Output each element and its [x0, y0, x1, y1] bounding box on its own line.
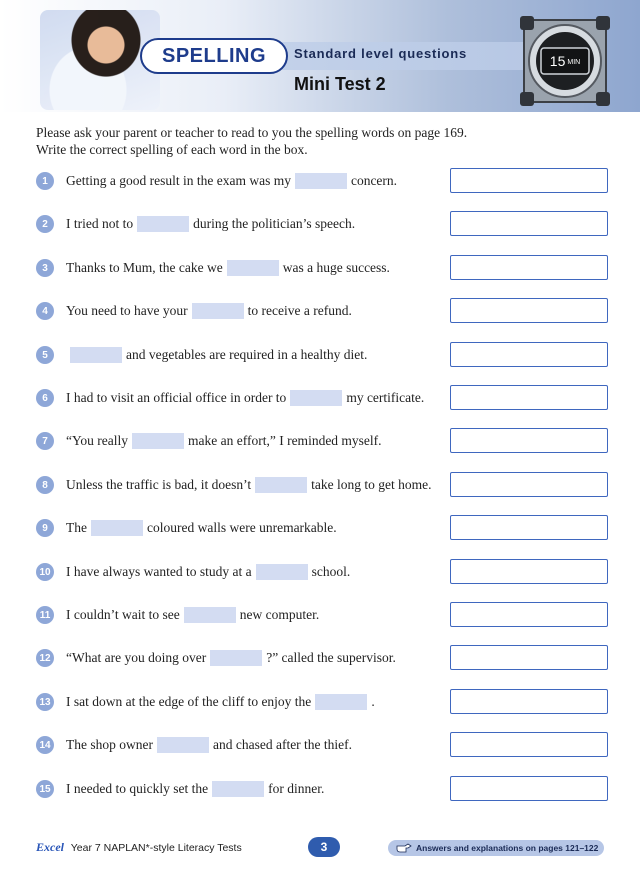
answer-box[interactable] [450, 515, 608, 540]
test-title: Mini Test 2 [294, 74, 386, 94]
question-number-badge: 12 [36, 649, 54, 667]
answer-box[interactable] [450, 689, 608, 714]
answer-box[interactable] [450, 298, 608, 323]
question-row [36, 778, 446, 800]
question-number-badge: 10 [36, 563, 54, 581]
question-number-badge: 1 [36, 172, 54, 190]
question-number-badge: 3 [36, 259, 54, 277]
answers-reference [388, 840, 604, 856]
question-number-badge: 4 [36, 302, 54, 320]
question-text-after: to receive a refund. [247, 303, 352, 318]
answer-box[interactable] [450, 602, 608, 627]
question-row [36, 257, 446, 279]
question-number-badge: 13 [36, 693, 54, 711]
answer-box[interactable] [450, 428, 608, 453]
page-number: 3 [308, 837, 340, 857]
question-text-after: was a huge success. [282, 260, 390, 275]
word-blank [91, 520, 143, 536]
instructions [36, 124, 596, 158]
word-blank [315, 694, 367, 710]
answer-box[interactable] [450, 645, 608, 670]
word-blank [184, 607, 236, 623]
question-text-before: “You really [66, 433, 128, 448]
word-blank [212, 781, 264, 797]
question-row [36, 387, 446, 409]
word-blank [256, 564, 308, 580]
instruction-line-1: Please ask your parent or teacher to read to you the spelling words on page 169. [36, 125, 468, 140]
question-text-after: ?” called the supervisor. [266, 650, 396, 665]
question-number-badge: 8 [36, 476, 54, 494]
question-row [36, 647, 446, 669]
word-blank [70, 347, 122, 363]
section-title: SPELLING [140, 38, 288, 74]
excel-logo: Excel [36, 840, 64, 854]
answer-box[interactable] [450, 211, 608, 236]
word-blank [227, 260, 279, 276]
question-text-before: I needed to quickly set the [66, 781, 209, 796]
question-number-badge: 9 [36, 519, 54, 537]
question-text-before: I tried not to [66, 216, 134, 231]
answer-box[interactable] [450, 776, 608, 801]
word-blank [157, 737, 209, 753]
question-row [36, 213, 446, 235]
question-number-badge: 7 [36, 432, 54, 450]
answer-box[interactable] [450, 472, 608, 497]
question-text-after: and vegetables are required in a healthy diet. [126, 347, 368, 362]
question-number-badge: 11 [36, 606, 54, 624]
question-text-after: coloured walls were unremarkable. [147, 520, 337, 535]
question-row [36, 691, 446, 713]
question-text-after: during the politician’s speech. [193, 216, 356, 231]
question-row [36, 344, 446, 366]
word-blank [295, 173, 347, 189]
question-text-before: You need to have your [66, 303, 188, 318]
question-row [36, 430, 446, 452]
question-text-after: for dinner. [268, 781, 325, 796]
question-text-before: Unless the traffic is bad, it doesn’t [66, 477, 252, 492]
level-subtitle: Standard level questions [294, 46, 468, 61]
footer-brand [36, 840, 242, 855]
word-blank [290, 390, 342, 406]
question-row [36, 474, 446, 496]
question-text-before: I had to visit an official office in order to [66, 390, 287, 405]
question-number-badge: 15 [36, 780, 54, 798]
answer-box[interactable] [450, 559, 608, 584]
answers-text: Answers and explanations on pages 121–122 [416, 843, 599, 853]
answer-box[interactable] [450, 168, 608, 193]
question-row [36, 517, 446, 539]
answer-box[interactable] [450, 342, 608, 367]
question-text-before: “What are you doing over [66, 650, 207, 665]
question-row [36, 561, 446, 583]
word-blank [210, 650, 262, 666]
pointing-hand-icon [396, 843, 412, 853]
question-text-before: I sat down at the edge of the cliff to enjoy the [66, 694, 312, 709]
question-text-after: . [371, 694, 375, 709]
book-title: Year 7 NAPLAN*-style Literacy Tests [70, 842, 242, 854]
question-text-before: Thanks to Mum, the cake we [66, 260, 223, 275]
question-number-badge: 6 [36, 389, 54, 407]
question-number-badge: 14 [36, 736, 54, 754]
question-text-before: I have always wanted to study at a [66, 564, 252, 579]
instruction-line-2: Write the correct spelling of each word in the box. [36, 142, 308, 157]
question-number-badge: 5 [36, 346, 54, 364]
question-text-before: The [66, 520, 87, 535]
word-blank [192, 303, 244, 319]
question-text-after: school. [311, 564, 351, 579]
answer-box[interactable] [450, 385, 608, 410]
word-blank [137, 216, 189, 232]
question-text-after: take long to get home. [311, 477, 432, 492]
question-text-before: The shop owner [66, 737, 153, 752]
word-blank [255, 477, 307, 493]
question-text-after: concern. [350, 173, 398, 188]
timer-unit: MIN [567, 59, 581, 66]
timer-value: 15 [549, 53, 566, 69]
answer-box[interactable] [450, 255, 608, 280]
question-text-after: and chased after the thief. [212, 737, 353, 752]
question-text-before: Getting a good result in the exam was my [66, 173, 291, 188]
question-text-after: my certificate. [346, 390, 425, 405]
question-text-before: I couldn’t wait to see [66, 607, 180, 622]
timer-readout [541, 48, 589, 74]
question-row [36, 604, 446, 626]
question-row [36, 734, 446, 756]
question-row [36, 170, 446, 192]
answer-box[interactable] [450, 732, 608, 757]
word-blank [132, 433, 184, 449]
question-row [36, 300, 446, 322]
question-text-after: make an effort,” I reminded myself. [188, 433, 382, 448]
question-number-badge: 2 [36, 215, 54, 233]
question-text-after: new computer. [239, 607, 320, 622]
